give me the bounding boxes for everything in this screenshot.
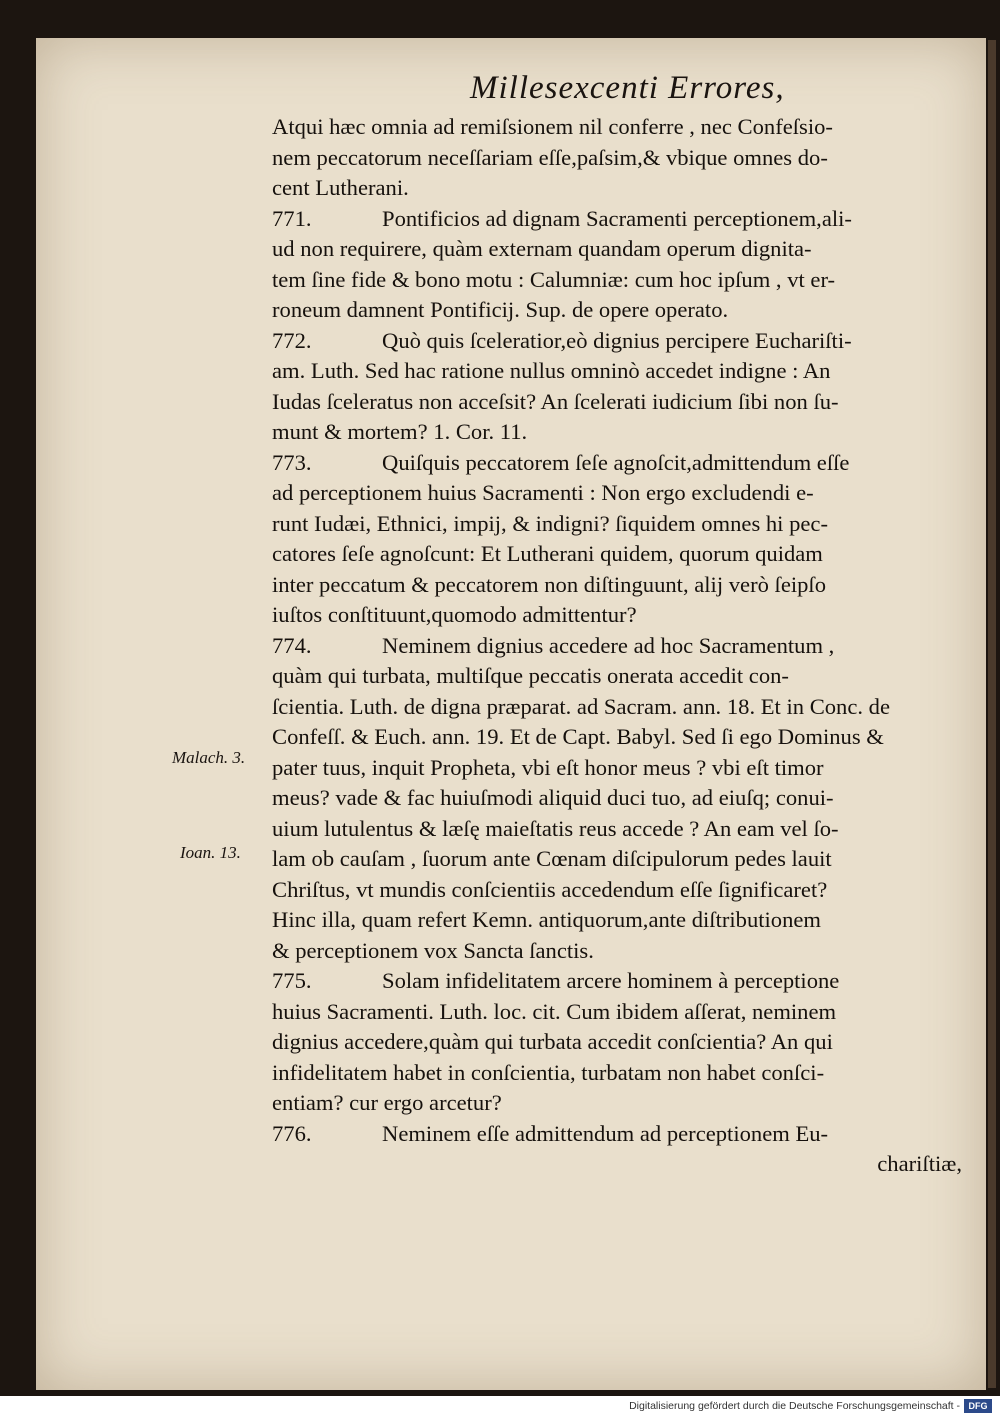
text-line	[272, 173, 962, 204]
line-text: quàm qui turbata, multiſque peccatis onerata accedit con-	[272, 663, 789, 688]
line-text: Chriſtus, vt mundis conſcientiis accedendum eſſe ſignificaret?	[272, 876, 828, 902]
line-text: infidelitatem habet in conſcientia, turbatam non habet conſci-	[272, 1059, 825, 1085]
entry-first-line	[272, 966, 962, 997]
text-line	[272, 814, 962, 845]
entry-number: 771.	[272, 205, 312, 231]
text-line	[272, 417, 962, 448]
line-text: ud non requirere, quàm externam quandam operum dignita-	[272, 236, 812, 261]
text-line	[272, 661, 962, 692]
line-text: Atqui hæc omnia ad remiſsionem nil conferre , nec Confeſsio-	[272, 114, 833, 139]
margin-note-malachi: Malach. 3.	[172, 748, 246, 767]
text-line	[272, 997, 962, 1028]
line-text: Solam infidelitatem arcere hominem à perceptione	[382, 968, 840, 993]
running-header: Millesexcenti Errores,	[470, 70, 785, 106]
line-text: catores ſeſe agnoſcunt: Et Lutherani quidem, quorum quidam	[272, 541, 823, 566]
line-text: inter peccatum & peccatorem non diſtinguunt, alij verò ſeipſo	[272, 571, 826, 597]
text-line	[272, 1149, 962, 1180]
text-line	[272, 265, 962, 296]
line-text: roneum damnent Pontificij. Sup. de opere operato.	[272, 297, 729, 322]
text-line	[272, 539, 962, 570]
text-line	[272, 753, 962, 784]
text-line	[272, 1088, 962, 1119]
line-text: entiam? cur ergo arcetur?	[272, 1090, 502, 1115]
dfg-logo: DFG	[964, 1399, 992, 1413]
text-line	[272, 234, 962, 265]
entry-number: 775.	[272, 968, 312, 993]
entry-number: 776.	[272, 1120, 312, 1146]
line-text: Iudas ſceleratus non acceſsit? An ſcelerati iudicium ſibi non ſu-	[272, 388, 839, 414]
text-line	[272, 570, 962, 601]
text-line	[272, 722, 962, 753]
text-line	[272, 875, 962, 906]
text-line	[272, 905, 962, 936]
line-text: Pontificios ad dignam Sacramenti perceptionem,ali-	[382, 205, 852, 231]
text-line	[272, 295, 962, 326]
entry-number: 773.	[272, 449, 312, 475]
text-line	[272, 1027, 962, 1058]
line-text: uium lutulentus & læſę maieſtatis reus accede ? An eam vel ſo-	[272, 815, 839, 841]
text-line	[272, 783, 962, 814]
text-line	[272, 600, 962, 631]
text-line	[272, 478, 962, 509]
text-line	[272, 356, 962, 387]
footer-credit: Digitalisierung gefördert durch die Deutsche Forschungsgemeinschaft -	[629, 1400, 960, 1412]
line-text: Neminem dignius accedere ad hoc Sacramentum ,	[382, 632, 835, 658]
text-line	[272, 143, 962, 174]
entry-first-line	[272, 204, 962, 235]
line-text: & perceptionem vox Sancta ſanctis.	[272, 937, 594, 963]
line-text: Hinc illa, quam refert Kemn. antiquorum,ante diſtributionem	[272, 907, 822, 932]
line-text: Quò quis ſceleratior,eò dignius percipere Euchariſti-	[382, 327, 852, 353]
entry-first-line	[272, 1119, 962, 1150]
text-line	[272, 509, 962, 540]
line-text: munt & mortem? 1. Cor. 11.	[272, 419, 528, 444]
line-text: runt Iudæi, Ethnici, impij, & indigni? ſiquidem omnes hi pec-	[272, 510, 828, 536]
line-text: ad perceptionem huius Sacramenti : Non ergo excludendi e-	[272, 480, 814, 505]
line-text: dignius accedere,quàm qui turbata accedit conſcientia? An qui	[272, 1029, 833, 1054]
text-line	[272, 844, 962, 875]
line-text: chariſtiæ,	[877, 1151, 962, 1176]
entry-first-line	[272, 631, 962, 662]
text-line	[272, 692, 962, 723]
entry-first-line	[272, 448, 962, 479]
text-line	[272, 936, 962, 967]
line-text: ſcientia. Luth. de digna præparat. ad Sacram. ann. 18. Et in Conc. de	[272, 693, 891, 719]
page-edge	[988, 40, 996, 1388]
text-line	[272, 112, 962, 143]
line-text: Neminem eſſe admittendum ad perceptionem Eu-	[382, 1120, 829, 1146]
line-text: cent Lutherani.	[272, 175, 409, 200]
line-text: nem peccatorum neceſſariam eſſe,paſsim,& vbique omnes do-	[272, 144, 828, 170]
line-text: lam ob cauſam , ſuorum ante Cœnam diſcipulorum pedes lauit	[272, 846, 832, 871]
line-text: iuſtos conſtituunt,quomodo admittentur?	[272, 602, 637, 627]
line-text: huius Sacramenti. Luth. loc. cit. Cum ibidem aſſerat, neminem	[272, 998, 837, 1024]
text-line	[272, 1058, 962, 1089]
line-text: am. Luth. Sed hac ratione nullus omninò accedet indigne : An	[272, 358, 831, 383]
line-text: pater tuus, inquit Propheta, vbi eſt honor meus ? vbi eſt timor	[272, 754, 824, 780]
line-text: Confeſſ. & Euch. ann. 19. Et de Capt. Babyl. Sed ſi ego Dominus &	[272, 724, 884, 749]
line-text: tem ſine fide & bono motu : Calumniæ: cum hoc ipſum , vt er-	[272, 266, 836, 292]
entry-first-line	[272, 326, 962, 357]
line-text: meus? vade & fac huiuſmodi aliquid duci tuo, ad eiuſq; conui-	[272, 785, 834, 810]
margin-note-ioannes: Ioan. 13.	[180, 843, 241, 862]
text-line	[272, 387, 962, 418]
entry-number: 774.	[272, 632, 312, 658]
line-text: Quiſquis peccatorem ſeſe agnoſcit,admittendum eſſe	[382, 449, 850, 475]
entry-number: 772.	[272, 327, 312, 353]
body-text	[272, 112, 962, 1180]
